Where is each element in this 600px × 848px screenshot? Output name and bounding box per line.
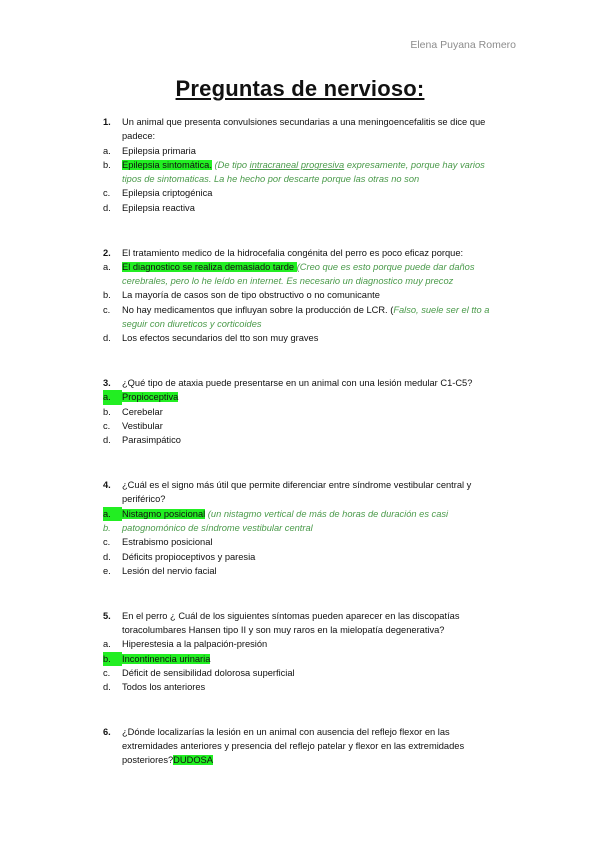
option-e	[103, 564, 507, 578]
option-letter: a.	[103, 507, 122, 521]
option-b	[103, 652, 507, 666]
option-letter: a.	[103, 261, 111, 272]
option-text: Lesión del nervio facial	[122, 565, 217, 576]
option-content	[122, 507, 507, 521]
note-text: (De tipo	[214, 159, 250, 170]
question-number: 6.	[103, 726, 111, 737]
option-letter: d.	[103, 333, 111, 344]
question-text: ¿Qué tipo de ataxia puede presentarse en un animal con una lesión medular C1-C5?	[122, 378, 473, 389]
option-text: No hay medicamentos que influyan sobre la producción de LCR. (	[122, 304, 394, 315]
option-text: Epilepsia reactiva	[122, 202, 195, 213]
option-text: Cerebelar	[122, 406, 163, 417]
option-a	[103, 637, 507, 651]
highlighted-answer: Incontinencia urinaria	[122, 653, 211, 664]
option-c	[103, 303, 507, 332]
option-d	[103, 433, 507, 447]
question-stem	[103, 115, 507, 144]
option-text: Los efectos secundarios del tto son muy graves	[122, 333, 319, 344]
question-stem	[103, 478, 507, 507]
option-letter: c.	[103, 667, 111, 678]
option-text: Estrabismo posicional	[122, 537, 213, 548]
answer-note: Falso, suele ser el tto a seguir con diureticos y corticoides	[122, 304, 490, 330]
option-d	[103, 201, 507, 215]
option-c	[103, 186, 507, 200]
option-letter: b.	[103, 290, 111, 301]
question-content	[122, 725, 507, 768]
option-text: La mayoría de casos son de tipo obstructivo o no comunicante	[122, 290, 380, 301]
highlighted-answer: Nistagmo posicional	[122, 508, 206, 519]
question-number: 5.	[103, 610, 111, 621]
question-4	[103, 478, 507, 578]
answer-note: (Creo que es esto porque puede dar daños cerebrales, pero lo he leído en internet. Es necesario un diagnostico muy precoz	[122, 261, 475, 287]
option-content	[122, 652, 507, 666]
note-underlined: intracraneal progresiva	[249, 159, 345, 170]
option-letter: d.	[103, 435, 111, 446]
option-content	[122, 260, 507, 289]
option-a	[103, 260, 507, 289]
option-d	[103, 550, 507, 564]
question-text: Un animal que presenta convulsiones secundarias a una meningoencefalitis se dice que padece:	[122, 117, 486, 142]
option-letter: c.	[103, 188, 111, 199]
question-stem	[103, 725, 507, 768]
question-number: 4.	[103, 480, 111, 491]
question-6	[103, 725, 507, 768]
question-text: ¿Dónde localizarías la lesión en un animal con ausencia del reflejo flexor en las extremidades anteriores y presencia del reflejo patelar y flexor en las extremidades posteriores?	[122, 726, 465, 766]
question-stem	[103, 609, 507, 638]
option-text: Epilepsia criptogénica	[122, 188, 213, 199]
option-a	[103, 390, 507, 404]
question-3	[103, 376, 507, 447]
option-content	[122, 303, 507, 332]
doubtful-tag: DUDOSA	[173, 755, 213, 766]
question-number: 3.	[103, 378, 111, 389]
question-text: En el perro ¿ Cuál de los siguientes síntomas pueden aparecer en las discopatías toracolumbares Hansen tipo II y son muy raros en la mielopatía degenerativa?	[122, 610, 460, 636]
question-number: 2.	[103, 247, 111, 258]
option-letter: b.	[103, 523, 111, 534]
question-number: 1.	[103, 117, 111, 127]
note-text: expresamente, porque hay varios tipos de sintomaticas. La he hecho por descarte porque las otras no son	[122, 159, 485, 185]
option-c	[103, 666, 507, 680]
option-text: Todos los anteriores	[122, 682, 206, 693]
option-b	[103, 158, 507, 187]
page-title: Preguntas de nervioso:	[175, 76, 425, 101]
option-letter: d.	[103, 202, 111, 213]
option-text: Vestibular	[122, 421, 163, 432]
option-letter: d.	[103, 551, 111, 562]
question-stem	[103, 376, 507, 390]
option-letter: c.	[103, 304, 111, 315]
highlighted-answer: Propioceptiva	[122, 392, 179, 403]
option-letter: a.	[103, 639, 111, 650]
question-1	[103, 115, 507, 215]
highlighted-answer: Epilepsia sintomática.	[122, 159, 212, 170]
option-b	[103, 405, 507, 419]
question-5	[103, 609, 507, 695]
option-letter: b.	[103, 652, 122, 666]
option-text: Déficits propioceptivos y paresia	[122, 551, 256, 562]
highlighted-answer: El diagnostico se realiza demasiado tarde	[122, 261, 297, 272]
answer-note: (un nistagmo vertical de más de horas de duración es casi	[207, 508, 449, 519]
option-a	[103, 507, 507, 521]
option-b	[103, 521, 507, 535]
question-2	[103, 246, 507, 346]
option-text: Déficit de sensibilidad dolorosa superficial	[122, 667, 295, 678]
option-letter: c.	[103, 421, 111, 432]
option-d	[103, 331, 507, 345]
option-content	[122, 158, 507, 187]
option-letter: d.	[103, 682, 111, 693]
option-text: Parasimpático	[122, 435, 181, 446]
option-b	[103, 288, 507, 302]
option-a	[103, 144, 507, 158]
option-d	[103, 680, 507, 694]
option-letter: a.	[103, 390, 122, 404]
option-text: Epilepsia primaria	[122, 145, 196, 156]
question-list	[103, 115, 507, 798]
option-letter: b.	[103, 159, 111, 170]
option-text: Hiperestesia a la palpación-presión	[122, 639, 268, 650]
option-letter: a.	[103, 145, 111, 156]
option-content	[122, 390, 507, 404]
option-letter: c.	[103, 537, 111, 548]
question-text: ¿Cuál es el signo más útil que permite diferenciar entre síndrome vestibular central y periférico?	[122, 480, 472, 505]
option-letter: e.	[103, 565, 111, 576]
option-c	[103, 535, 507, 549]
option-letter: b.	[103, 406, 111, 417]
question-text: El tratamiento medico de la hidrocefalia congénita del perro es poco eficaz porque:	[122, 247, 464, 258]
author-header: Elena Puyana Romero	[410, 39, 516, 51]
option-c	[103, 419, 507, 433]
question-stem	[103, 246, 507, 260]
answer-note: patognomónico de síndrome vestibular central	[122, 523, 313, 534]
